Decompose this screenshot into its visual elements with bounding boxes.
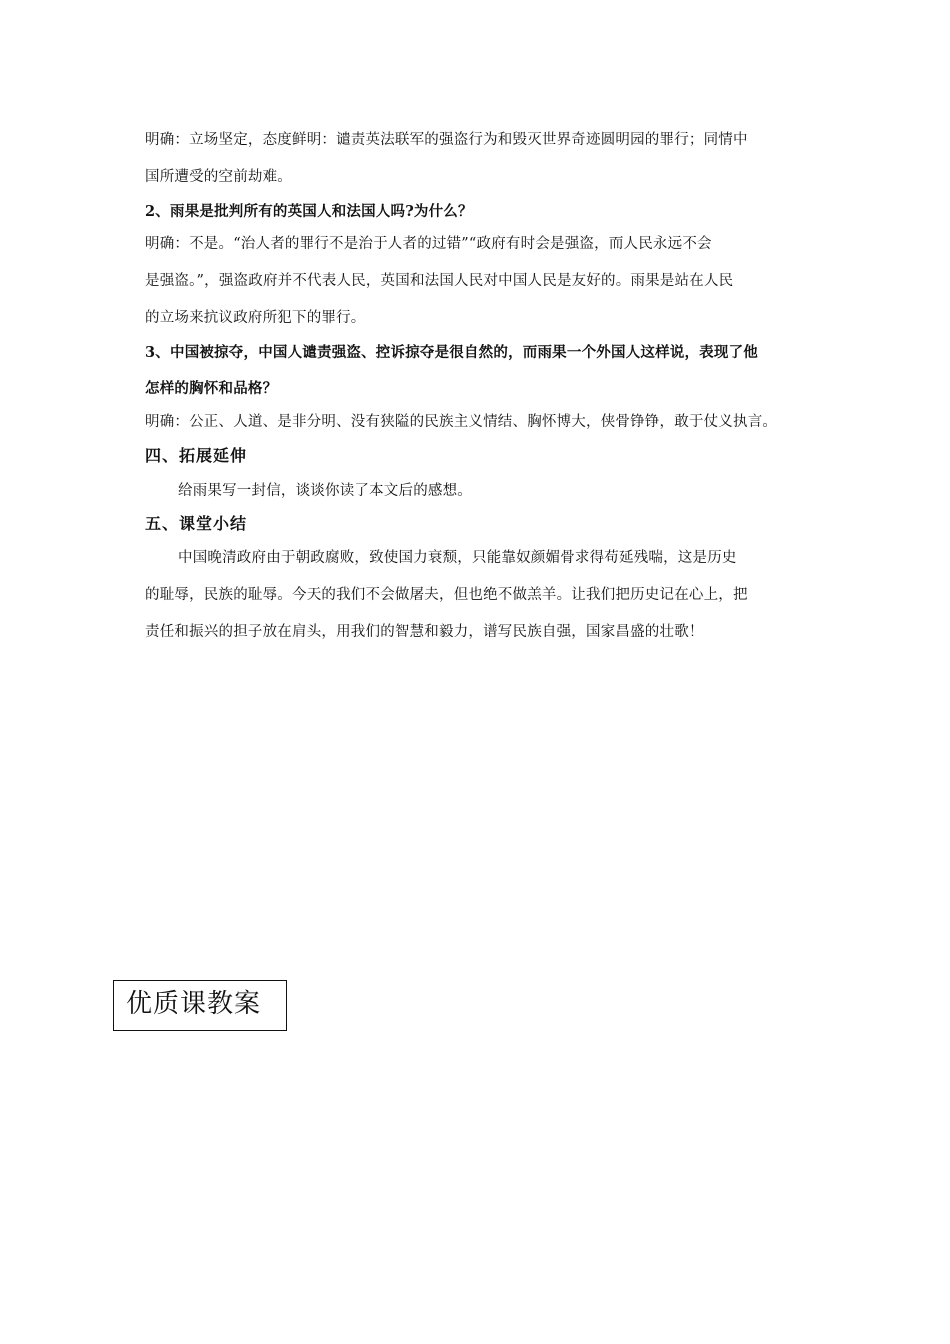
section-heading-extension: 四、拓展延伸	[145, 446, 248, 465]
answer-1-line-2: 国所遭受的空前劫难。	[145, 169, 292, 185]
stamp-box: 优质课教案	[113, 980, 287, 1031]
section-heading-summary: 五、课堂小结	[145, 514, 248, 533]
answer-2-line-2: 是强盗。”，强盗政府并不代表人民，英国和法国人民对中国人民是友好的。雨果是站在人民	[145, 273, 734, 289]
answer-3: 明确：公正、人道、是非分明、没有狭隘的民族主义情结、胸怀博大，侠骨铮铮，敢于仗义执言。	[145, 414, 778, 430]
summary-line-3: 责任和振兴的担子放在肩头，用我们的智慧和毅力，谱写民族自强，国家昌盛的壮歌！	[145, 624, 704, 640]
question-3-line-1: 3、中国被掠夺，中国人谴责强盗、控诉掠夺是很自然的，而雨果一个外国人这样说，表现了他	[145, 344, 758, 361]
answer-2-line-3: 的立场来抗议政府所犯下的罪行。	[145, 310, 366, 326]
summary-line-1: 中国晚清政府由于朝政腐败，致使国力衰颓，只能靠奴颜媚骨求得苟延残喘，这是历史	[178, 550, 737, 566]
answer-2-line-1: 明确：不是。“治人者的罪行不是治于人者的过错”“政府有时会是强盗，而人民永远不会	[145, 236, 712, 252]
summary-line-2: 的耻辱，民族的耻辱。今天的我们不会做屠夫，但也绝不做羔羊。让我们把历史记在心上，把	[145, 587, 748, 603]
question-3-line-2: 怎样的胸怀和品格？	[145, 380, 278, 397]
question-2: 2、雨果是批判所有的英国人和法国人吗?为什么？	[145, 203, 473, 220]
extension-text: 给雨果写一封信，谈谈你读了本文后的感想。	[178, 483, 472, 499]
answer-1-line-1: 明确：立场坚定，态度鲜明：谴责英法联军的强盗行为和毁灭世界奇迹圆明园的罪行；同情中	[145, 132, 748, 148]
